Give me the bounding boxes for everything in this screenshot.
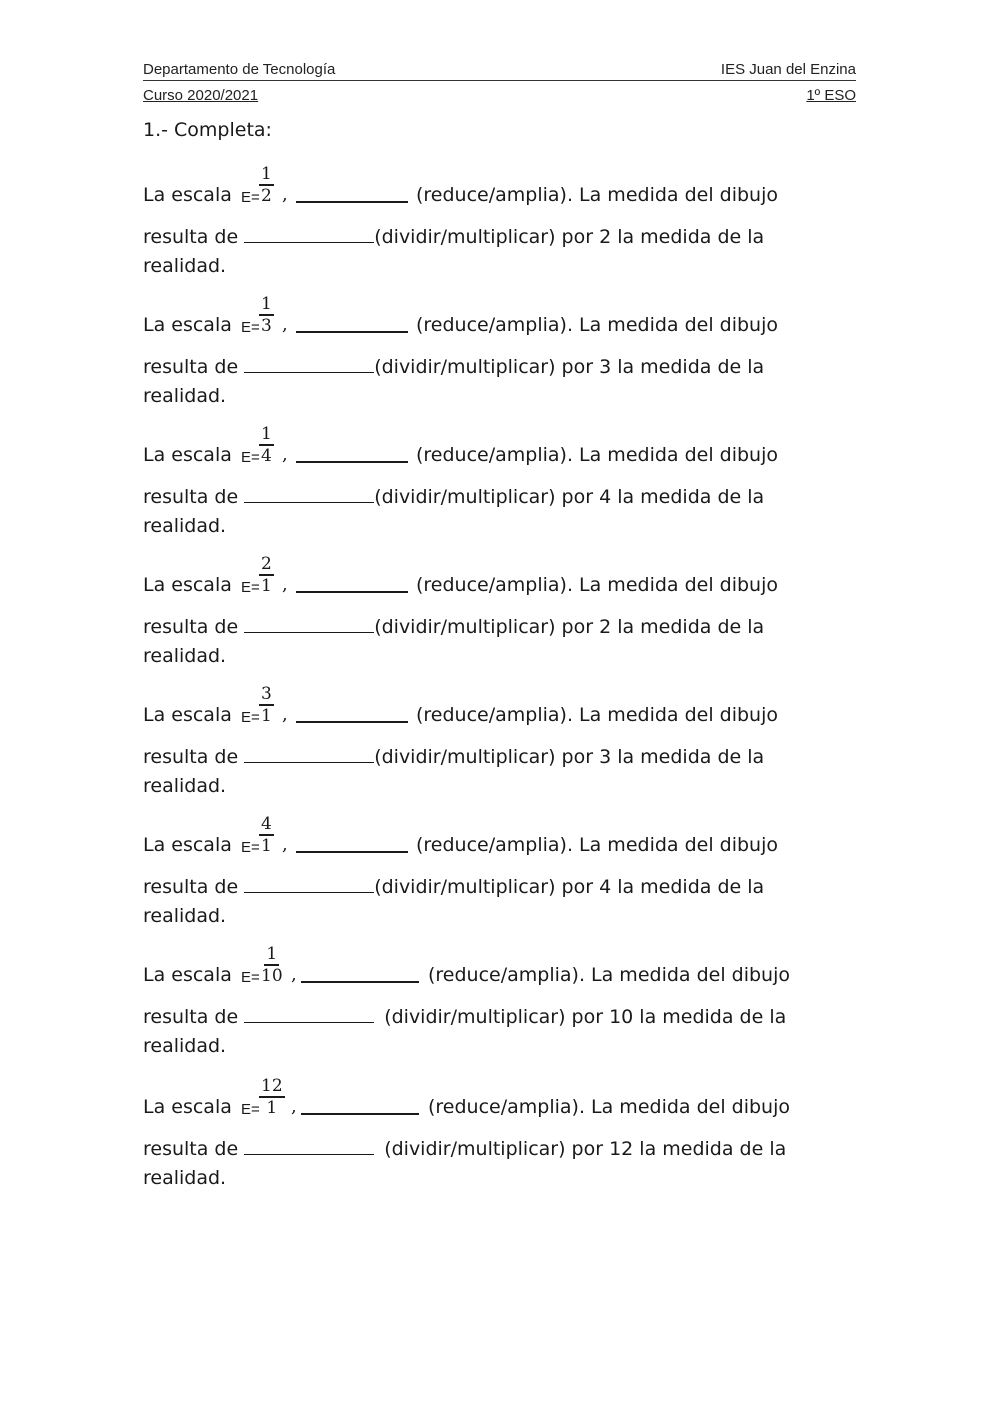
last-word: realidad. bbox=[143, 385, 227, 407]
fraction-denominator: 4 bbox=[261, 446, 272, 466]
exercise-item bbox=[143, 292, 863, 411]
line-prefix: resulta de bbox=[143, 746, 239, 768]
hint-text-2: (dividir/multiplicar) por 10 la medida de la bbox=[384, 1006, 787, 1028]
exercise-item bbox=[143, 1074, 863, 1193]
school-label: IES Juan del Enzina bbox=[720, 61, 856, 78]
answer-blank-dividir-multiplicar[interactable] bbox=[244, 761, 374, 763]
scale-symbol: E= bbox=[241, 969, 260, 986]
department-label: Departamento de Tecnología bbox=[143, 61, 336, 78]
comma: , bbox=[282, 184, 288, 205]
comma: , bbox=[282, 314, 288, 335]
exercise-item bbox=[143, 942, 863, 1061]
scale-label: La escala bbox=[143, 444, 232, 466]
scale-symbol: E= bbox=[241, 189, 260, 206]
last-word: realidad. bbox=[143, 775, 227, 797]
last-word: realidad. bbox=[143, 1035, 227, 1057]
line-prefix: resulta de bbox=[143, 616, 239, 638]
line-prefix: resulta de bbox=[143, 486, 239, 508]
hint-text: (reduce/amplia). La medida del dibujo bbox=[416, 314, 779, 336]
line-prefix: resulta de bbox=[143, 1006, 239, 1028]
scale-label: La escala bbox=[143, 704, 232, 726]
scale-symbol: E= bbox=[241, 449, 260, 466]
hint-text: (reduce/amplia). La medida del dibujo bbox=[416, 574, 779, 596]
comma: , bbox=[282, 444, 288, 465]
hint-text: (reduce/amplia). La medida del dibujo bbox=[428, 1096, 791, 1118]
comma: , bbox=[291, 964, 297, 985]
last-word: realidad. bbox=[143, 905, 227, 927]
hint-text: (reduce/amplia). La medida del dibujo bbox=[416, 834, 779, 856]
scale-symbol: E= bbox=[241, 709, 260, 726]
level-label: 1º ESO bbox=[806, 87, 856, 104]
fraction-numerator: 1 bbox=[261, 164, 272, 184]
scale-fraction bbox=[259, 1076, 285, 1118]
answer-blank-reduce-amplia[interactable] bbox=[296, 461, 408, 463]
answer-blank-reduce-amplia[interactable] bbox=[301, 1113, 419, 1115]
scale-symbol: E= bbox=[241, 839, 260, 856]
hint-text-2: (dividir/multiplicar) por 2 la medida de la bbox=[374, 616, 765, 638]
scale-fraction bbox=[259, 684, 274, 726]
hint-text-2: (dividir/multiplicar) por 4 la medida de la bbox=[374, 876, 765, 898]
course-label: Curso 2020/2021 bbox=[143, 87, 259, 104]
scale-label: La escala bbox=[143, 834, 232, 856]
fraction-denominator: 2 bbox=[261, 186, 272, 206]
answer-blank-reduce-amplia[interactable] bbox=[301, 981, 419, 983]
comma: , bbox=[282, 704, 288, 725]
answer-blank-dividir-multiplicar[interactable] bbox=[244, 1021, 374, 1023]
scale-fraction bbox=[259, 814, 274, 856]
hint-text-2: (dividir/multiplicar) por 2 la medida de la bbox=[374, 226, 765, 248]
scale-fraction bbox=[259, 294, 274, 336]
answer-blank-reduce-amplia[interactable] bbox=[296, 331, 408, 333]
scale-label: La escala bbox=[143, 314, 232, 336]
scale-fraction bbox=[259, 944, 285, 986]
line-prefix: resulta de bbox=[143, 1138, 239, 1160]
answer-blank-dividir-multiplicar[interactable] bbox=[244, 371, 374, 373]
answer-blank-reduce-amplia[interactable] bbox=[296, 721, 408, 723]
exercise-item bbox=[143, 812, 863, 931]
scale-label: La escala bbox=[143, 1096, 232, 1118]
fraction-numerator: 2 bbox=[261, 554, 272, 574]
fraction-denominator: 1 bbox=[261, 576, 272, 596]
comma: , bbox=[282, 574, 288, 595]
fraction-denominator: 1 bbox=[261, 836, 272, 856]
fraction-denominator: 10 bbox=[261, 966, 283, 986]
answer-blank-dividir-multiplicar[interactable] bbox=[244, 1153, 374, 1155]
exercise-title: 1.- Completa: bbox=[143, 119, 272, 141]
hint-text: (reduce/amplia). La medida del dibujo bbox=[416, 704, 779, 726]
exercise-item bbox=[143, 682, 863, 801]
last-word: realidad. bbox=[143, 1167, 227, 1189]
fraction-numerator: 12 bbox=[261, 1076, 283, 1096]
hint-text-2: (dividir/multiplicar) por 12 la medida de la bbox=[384, 1138, 787, 1160]
hint-text: (reduce/amplia). La medida del dibujo bbox=[428, 964, 791, 986]
last-word: realidad. bbox=[143, 515, 227, 537]
scale-label: La escala bbox=[143, 184, 232, 206]
comma: , bbox=[282, 834, 288, 855]
answer-blank-dividir-multiplicar[interactable] bbox=[244, 501, 374, 503]
fraction-numerator: 1 bbox=[266, 944, 278, 964]
exercise-item bbox=[143, 552, 863, 671]
scale-symbol: E= bbox=[241, 579, 260, 596]
fraction-denominator: 3 bbox=[261, 316, 272, 336]
answer-blank-reduce-amplia[interactable] bbox=[296, 591, 408, 593]
line-prefix: resulta de bbox=[143, 356, 239, 378]
scale-fraction bbox=[259, 554, 274, 596]
answer-blank-reduce-amplia[interactable] bbox=[296, 851, 408, 853]
hint-text: (reduce/amplia). La medida del dibujo bbox=[416, 444, 779, 466]
scale-label: La escala bbox=[143, 574, 232, 596]
scale-symbol: E= bbox=[241, 1101, 260, 1118]
scale-symbol: E= bbox=[241, 319, 260, 336]
header-row-bottom bbox=[143, 87, 856, 104]
fraction-numerator: 3 bbox=[261, 684, 272, 704]
exercise-item bbox=[143, 162, 863, 281]
fraction-denominator: 1 bbox=[266, 1098, 278, 1118]
hint-text-2: (dividir/multiplicar) por 3 la medida de la bbox=[374, 356, 765, 378]
fraction-numerator: 1 bbox=[261, 424, 272, 444]
line-prefix: resulta de bbox=[143, 226, 239, 248]
hint-text-2: (dividir/multiplicar) por 4 la medida de la bbox=[374, 486, 765, 508]
scale-fraction bbox=[259, 164, 274, 206]
hint-text: (reduce/amplia). La medida del dibujo bbox=[416, 184, 779, 206]
answer-blank-dividir-multiplicar[interactable] bbox=[244, 631, 374, 633]
line-prefix: resulta de bbox=[143, 876, 239, 898]
fraction-numerator: 4 bbox=[261, 814, 272, 834]
last-word: realidad. bbox=[143, 645, 227, 667]
scale-label: La escala bbox=[143, 964, 232, 986]
fraction-denominator: 1 bbox=[261, 706, 272, 726]
exercise-item bbox=[143, 422, 863, 541]
last-word: realidad. bbox=[143, 255, 227, 277]
fraction-numerator: 1 bbox=[261, 294, 272, 314]
scale-fraction bbox=[259, 424, 274, 466]
comma: , bbox=[291, 1096, 297, 1117]
hint-text-2: (dividir/multiplicar) por 3 la medida de la bbox=[374, 746, 765, 768]
header-row-top bbox=[143, 61, 856, 81]
answer-blank-reduce-amplia[interactable] bbox=[296, 201, 408, 203]
answer-blank-dividir-multiplicar[interactable] bbox=[244, 891, 374, 893]
answer-blank-dividir-multiplicar[interactable] bbox=[244, 241, 374, 243]
